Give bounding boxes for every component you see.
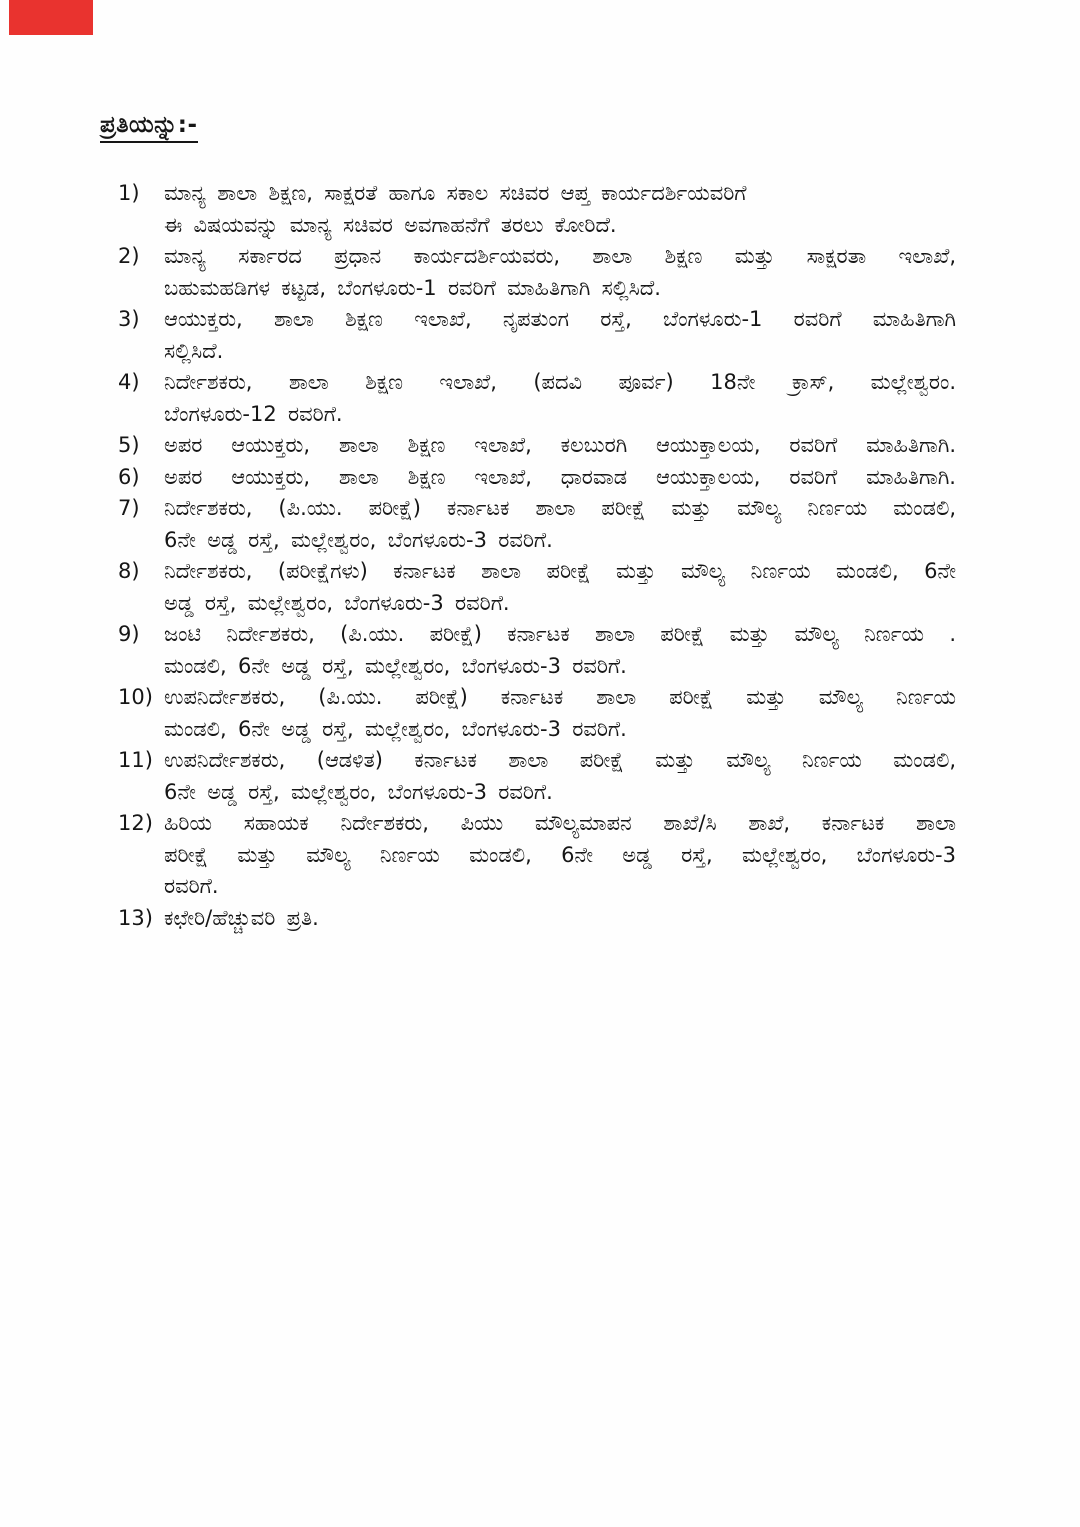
item-body [164,556,956,619]
list-item [118,556,956,619]
list-item [118,178,956,241]
list-item [118,493,956,556]
item-number: 13) [118,905,153,930]
item-body [164,178,956,241]
item-line: ಹಿರಿಯ ಸಹಾಯಕ ನಿರ್ದೇಶಕರು, ಪಿಯು ಮೌಲ್ಯಮಾಪನ ಶಾಖೆ/ಸಿ ಶಾಖೆ, ಕರ್ನಾಟಕ ಶಾಲಾ [164,811,956,835]
list-item [118,304,956,367]
item-line: ನಿರ್ದೇಶಕರು, (ಪಿ.ಯು. ಪರೀಕ್ಷೆ) ಕರ್ನಾಟಕ ಶಾಲಾ ಪರೀಕ್ಷೆ ಮತ್ತು ಮೌಲ್ಯ ನಿರ್ಣಯ ಮಂಡಲಿ, [164,496,956,520]
item-line: ಬಹುಮಹಡಿಗಳ ಕಟ್ಟಡ, ಬೆಂಗಳೂರು-1 ರವರಿಗೆ ಮಾಹಿತಿಗಾಗಿ ಸಲ್ಲಿಸಿದೆ. [164,275,661,300]
list-item [118,745,956,808]
item-line: ಅಡ್ಡ ರಸ್ತೆ, ಮಲ್ಲೇಶ್ವರಂ, ಬೆಂಗಳೂರು-3 ರವರಿಗೆ. [164,590,510,615]
item-number: 6) [118,464,140,489]
item-line: ಉಪನಿರ್ದೇಶಕರು, (ಆಡಳಿತ) ಕರ್ನಾಟಕ ಶಾಲಾ ಪರೀಕ್ಷೆ ಮತ್ತು ಮೌಲ್ಯ ನಿರ್ಣಯ ಮಂಡಲಿ, [164,748,956,772]
item-line: ಮಂಡಲಿ, 6ನೇ ಅಡ್ಡ ರಸ್ತೆ, ಮಲ್ಲೇಶ್ವರಂ, ಬೆಂಗಳೂರು-3 ರವರಿಗೆ. [164,653,627,678]
item-line: ಉಪನಿರ್ದೇಶಕರು, (ಪಿ.ಯು. ಪರೀಕ್ಷೆ) ಕರ್ನಾಟಕ ಶಾಲಾ ಪರೀಕ್ಷೆ ಮತ್ತು ಮೌಲ್ಯ ನಿರ್ಣಯ [164,685,956,709]
list-item [118,462,956,494]
copies-heading [100,112,198,143]
item-line: 6ನೇ ಅಡ್ಡ ರಸ್ತೆ, ಮಲ್ಲೇಶ್ವರಂ, ಬೆಂಗಳೂರು-3 ರವರಿಗೆ. [164,779,553,804]
item-line: ರವರಿಗೆ. [164,874,219,898]
item-body [164,304,956,367]
item-number: 9) [118,622,140,646]
item-body [164,682,956,745]
item-number: 10) [118,685,153,709]
item-body [164,903,956,935]
item-line: ಆಯುಕ್ತರು, ಶಾಲಾ ಶಿಕ್ಷಣ ಇಲಾಖೆ, ನೃಪತುಂಗ ರಸ್ತೆ, ಬೆಂಗಳೂರು-1 ರವರಿಗೆ ಮಾಹಿತಿಗಾಗಿ [164,307,956,331]
item-body [164,462,956,494]
red-scan-mark [9,0,93,35]
list-item [118,367,956,430]
item-body [164,430,956,462]
item-line: ನಿರ್ದೇಶಕರು, ಶಾಲಾ ಶಿಕ್ಷಣ ಇಲಾಖೆ, (ಪದವಿ ಪೂರ್ವ) 18ನೇ ಕ್ರಾಸ್, ಮಲ್ಲೇಶ್ವರಂ. [164,370,956,394]
item-line: ಮಾನ್ಯ ಸರ್ಕಾರದ ಪ್ರಧಾನ ಕಾರ್ಯದರ್ಶಿಯವರು, ಶಾಲಾ ಶಿಕ್ಷಣ ಮತ್ತು ಸಾಕ್ಷರತಾ ಇಲಾಖೆ, [164,244,956,268]
item-number: 4) [118,370,140,394]
item-line: ನಿರ್ದೇಶಕರು, (ಪರೀಕ್ಷೆಗಳು) ಕರ್ನಾಟಕ ಶಾಲಾ ಪರೀಕ್ಷೆ ಮತ್ತು ಮೌಲ್ಯ ನಿರ್ಣಯ ಮಂಡಲಿ, 6ನೇ [164,559,956,583]
item-body [164,493,956,556]
item-line: ಸಲ್ಲಿಸಿದೆ. [164,338,224,363]
item-body [164,367,956,430]
item-body [164,241,956,304]
item-line: ಮಾನ್ಯ ಶಾಲಾ ಶಿಕ್ಷಣ, ಸಾಕ್ಷರತೆ ಹಾಗೂ ಸಕಾಲ ಸಚಿವರ ಆಪ್ತ ಕಾರ್ಯದರ್ಶಿಯವರಿಗೆ [164,181,747,205]
item-line: 6ನೇ ಅಡ್ಡ ರಸ್ತೆ, ಮಲ್ಲೇಶ್ವರಂ, ಬೆಂಗಳೂರು-3 ರವರಿಗೆ. [164,527,553,552]
item-line: ಪರೀಕ್ಷೆ ಮತ್ತು ಮೌಲ್ಯ ನಿರ್ಣಯ ಮಂಡಲಿ, 6ನೇ ಅಡ್ಡ ರಸ್ತೆ, ಮಲ್ಲೇಶ್ವರಂ, ಬೆಂಗಳೂರು-3 [164,842,956,867]
item-number: 5) [118,433,140,457]
list-item [118,903,956,935]
item-line: ಮಂಡಲಿ, 6ನೇ ಅಡ್ಡ ರಸ್ತೆ, ಮಲ್ಲೇಶ್ವರಂ, ಬೆಂಗಳೂರು-3 ರವರಿಗೆ. [164,716,627,741]
list-item [118,430,956,462]
item-body [164,808,956,903]
item-line: ಕಛೇರಿ/ಹೆಚ್ಚುವರಿ ಪ್ರತಿ. [164,905,319,930]
list-item [118,682,956,745]
item-body [164,745,956,808]
item-number: 7) [118,496,140,520]
item-body [164,619,956,682]
list-item [118,808,956,903]
item-number: 1) [118,181,140,205]
item-line: ಜಂಟಿ ನಿರ್ದೇಶಕರು, (ಪಿ.ಯು. ಪರೀಕ್ಷೆ) ಕರ್ನಾಟಕ ಶಾಲಾ ಪರೀಕ್ಷೆ ಮತ್ತು ಮೌಲ್ಯ ನಿರ್ಣಯ . [164,622,956,646]
item-number: 8) [118,559,140,583]
item-line: ಈ ವಿಷಯವನ್ನು ಮಾನ್ಯ ಸಚಿವರ ಅವಗಾಹನೆಗೆ ತರಲು ಕೋರಿದೆ. [164,212,617,237]
item-line: ಅಪರ ಆಯುಕ್ತರು, ಶಾಲಾ ಶಿಕ್ಷಣ ಇಲಾಖೆ, ಕಲಬುರಗಿ ಆಯುಕ್ತಾಲಯ, ರವರಿಗೆ ಮಾಹಿತಿಗಾಗಿ. [164,433,956,457]
list-item [118,241,956,304]
copies-heading-text: ಪ್ರತಿಯನ್ನು:- [100,112,198,143]
item-number: 3) [118,307,140,331]
item-number: 12) [118,811,153,835]
item-line: ಅಪರ ಆಯುಕ್ತರು, ಶಾಲಾ ಶಿಕ್ಷಣ ಇಲಾಖೆ, ಧಾರವಾಡ ಆಯುಕ್ತಾಲಯ, ರವರಿಗೆ ಮಾಹಿತಿಗಾಗಿ. [164,464,956,489]
list-item [118,619,956,682]
item-line: ಬೆಂಗಳೂರು-12 ರವರಿಗೆ. [164,401,343,426]
copies-list [118,178,956,934]
item-number: 2) [118,244,140,268]
item-number: 11) [118,748,153,772]
